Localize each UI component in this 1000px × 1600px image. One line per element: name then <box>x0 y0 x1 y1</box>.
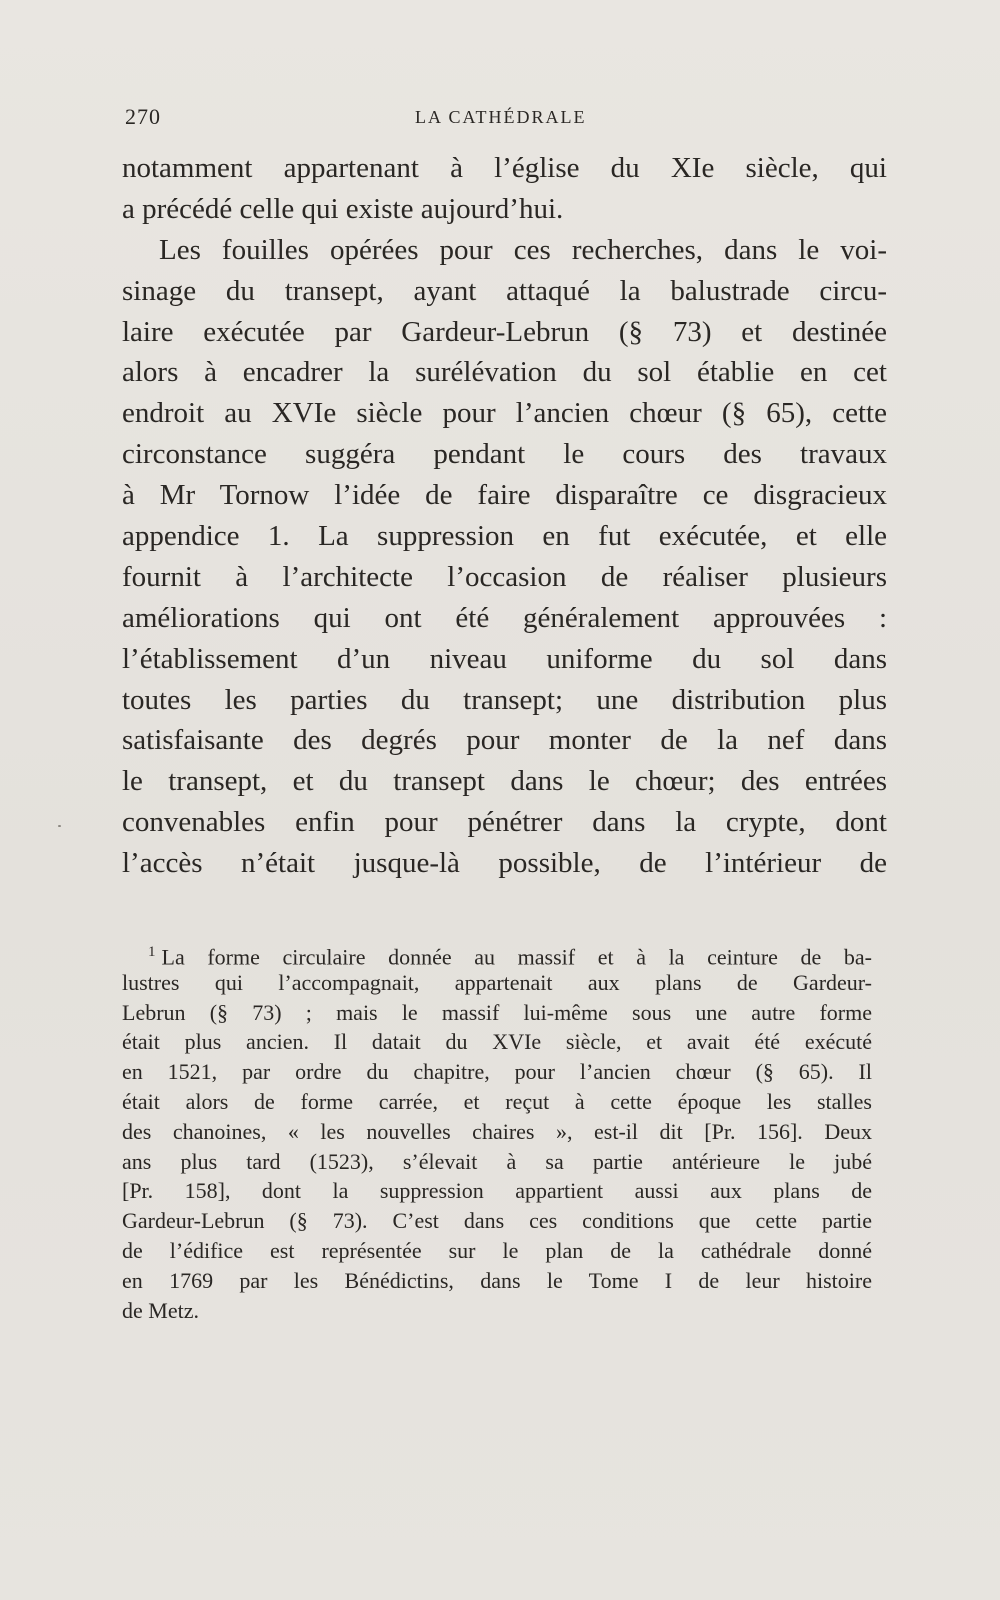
body-line: Les fouilles opérées pour ces recherches, dans le voi- <box>159 233 887 266</box>
footnote-line: était plus ancien. Il datait du XVIe siècle, et avait été exécuté <box>122 1029 872 1055</box>
body-line: l’établissement d’un niveau uniforme du sol dans <box>122 642 887 675</box>
running-head <box>125 104 595 132</box>
footnote-line: ans plus tard (1523), s’élevait à sa partie antérieure le jubé <box>122 1148 872 1174</box>
footnote-line: de l’édifice est représentée sur le plan de la cathédrale donné <box>122 1237 872 1263</box>
body-line: endroit au XVIe siècle pour l’ancien chœur (§ 65), cette <box>122 397 887 430</box>
footnote-marker: 1 <box>148 944 156 960</box>
body-line: améliorations qui ont été généralement approuvées : <box>122 601 887 634</box>
body-line: sinage du transept, ayant attaqué la balustrade circu- <box>122 274 887 307</box>
footnote-line: [Pr. 158], dont la suppression appartient aussi aux plans de <box>122 1178 872 1204</box>
body-line: l’accès n’était jusque-là possible, de l’intérieur de <box>122 847 887 880</box>
paper-blemish <box>58 825 61 827</box>
footnote-line: Gardeur-Lebrun (§ 73). C’est dans ces conditions que cette partie <box>122 1208 872 1234</box>
body-line: circonstance suggéra pendant le cours des travaux <box>122 438 887 471</box>
footnote <box>122 938 872 1325</box>
body-line: à Mr Tornow l’idée de faire disparaître ce disgracieux <box>122 479 887 512</box>
footnote-line: de Metz. <box>122 1297 199 1323</box>
footnote-line: Lebrun (§ 73) ; mais le massif lui-même sous une autre forme <box>122 999 872 1025</box>
body-line: a précédé celle qui existe aujourd’hui. <box>122 192 564 225</box>
footnote-first-line <box>122 938 872 968</box>
body-line: toutes les parties du transept; une distribution plus <box>122 683 887 716</box>
body-line: notamment appartenant à l’église du XIe siècle, qui <box>122 152 887 184</box>
body-line: satisfaisante des degrés pour monter de la nef dans <box>122 724 887 757</box>
footnote-line: lustres qui l’accompagnait, appartenait aux plans de Gardeur- <box>122 969 872 995</box>
body-line: laire exécutée par Gardeur-Lebrun (§ 73) et destinée <box>122 315 887 348</box>
footnote-line: en 1521, par ordre du chapitre, pour l’ancien chœur (§ 65). Il <box>122 1059 872 1085</box>
body-line: alors à encadrer la surélévation du sol établie en cet <box>122 356 887 389</box>
footnote-line: en 1769 par les Bénédictins, dans le Tome I de leur histoire <box>122 1267 872 1293</box>
footnote-line: La forme circulaire donnée au massif et à la ceinture de ba- <box>161 944 872 968</box>
body-text <box>122 148 887 884</box>
body-line: convenables enfin pour pénétrer dans la crypte, dont <box>122 806 887 839</box>
footnote-line: était alors de forme carrée, et reçut à cette époque les stalles <box>122 1088 872 1114</box>
body-line: fournit à l’architecte l’occasion de réaliser plusieurs <box>122 560 887 593</box>
footnote-line: des chanoines, « les nouvelles chaires », est-il dit [Pr. 156]. Deux <box>122 1118 872 1144</box>
body-line: appendice 1. La suppression en fut exécutée, et elle <box>122 520 887 553</box>
body-line: le transept, et du transept dans le chœur; des entrées <box>122 765 887 798</box>
page-number: 270 <box>125 104 161 129</box>
running-title: LA CATHÉDRALE <box>415 107 587 127</box>
